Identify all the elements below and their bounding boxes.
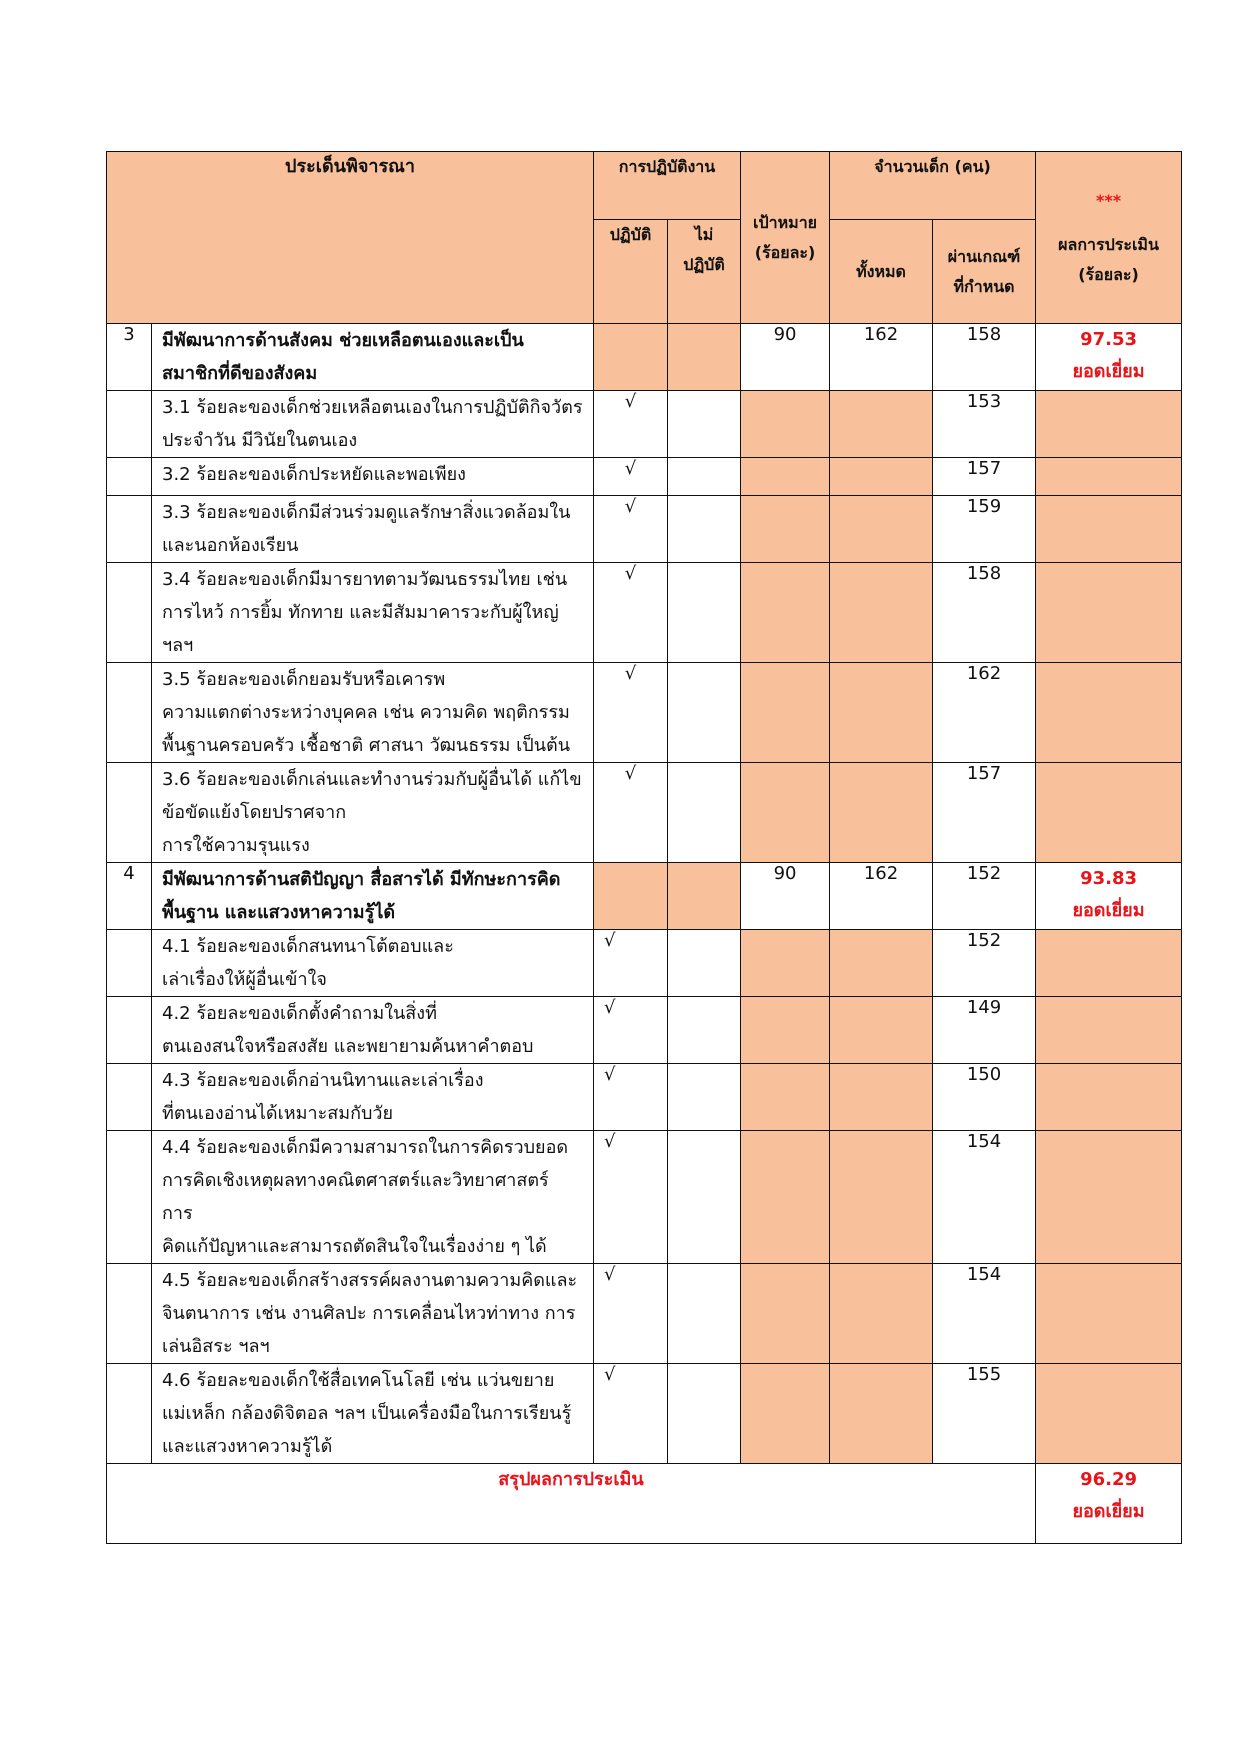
item-row [107,1264,1182,1364]
item-total-cell [830,997,933,1064]
header-result: *** ผลการประเมิน (ร้อยละ) [1036,152,1182,324]
summary-row [107,1464,1182,1544]
section-title: มีพัฒนาการด้านสังคม ช่วยเหลือตนเองและเป็น สมาชิกที่ดีของสังคม [152,324,594,391]
header-children-pass: ผ่านเกณฑ์ ที่กำหนด [933,220,1036,324]
item-text: 4.4 ร้อยละของเด็กมีความสามารถในการคิดรวบยอด การคิดเชิงเหตุผลทางคณิตศาสตร์และวิทยาศาสตร์ การ คิดแก้ปัญหาและสามารถตัดสินใจในเรื่องง่าย ๆ ได้ [152,1131,594,1264]
item-row [107,663,1182,763]
practice-check: √ [594,391,668,458]
item-total-cell [830,1264,933,1364]
item-passed: 162 [933,663,1036,763]
practice-not-done-cell [668,1364,741,1464]
item-result-cell [1036,1064,1182,1131]
item-number-cell [107,391,152,458]
table-body [107,324,1182,1544]
item-target-cell [741,496,830,563]
item-text: 3.4 ร้อยละของเด็กมีมารยาทตามวัฒนธรรมไทย เช่น การไหว้ การยิ้ม ทักทาย และมีสัมมาคารวะกับผู้ใหญ่ ฯลฯ [152,563,594,663]
item-result-cell [1036,763,1182,863]
item-result-cell [1036,1131,1182,1264]
header-target: เป้าหมาย (ร้อยละ) [741,152,830,324]
item-row [107,1364,1182,1464]
item-passed: 152 [933,930,1036,997]
item-result-cell [1036,997,1182,1064]
practice-not-done-cell [668,1064,741,1131]
item-passed: 158 [933,563,1036,663]
item-result-cell [1036,496,1182,563]
practice-check: √ [594,1364,668,1464]
item-result-cell [1036,930,1182,997]
item-number-cell [107,1364,152,1464]
practice-check: √ [594,1264,668,1364]
header-children: จำนวนเด็ก (คน) [830,152,1036,220]
item-result-cell [1036,1364,1182,1464]
item-row [107,1131,1182,1264]
practice-not-done-cell [668,997,741,1064]
item-total-cell [830,458,933,496]
item-result-cell [1036,663,1182,763]
item-target-cell [741,930,830,997]
item-passed: 159 [933,496,1036,563]
item-row [107,458,1182,496]
item-target-cell [741,1264,830,1364]
practice-check: √ [594,930,668,997]
section-number: 4 [107,863,152,930]
item-number-cell [107,1131,152,1264]
item-number-cell [107,997,152,1064]
header-practice: การปฏิบัติงาน [594,152,741,220]
item-total-cell [830,563,933,663]
item-text: 4.6 ร้อยละของเด็กใช้สื่อเทคโนโลยี เช่น แว่นขยาย แม่เหล็ก กล้องดิจิตอล ฯลฯ เป็นเครื่องมือในการเรียนรู้ และแสวงหาความรู้ได้ [152,1364,594,1464]
item-target-cell [741,458,830,496]
item-target-cell [741,1364,830,1464]
practice-not-done-cell [668,1131,741,1264]
practice-not-done-cell [668,324,741,391]
item-target-cell [741,1131,830,1264]
practice-check: √ [594,763,668,863]
item-target-cell [741,1064,830,1131]
item-passed: 154 [933,1131,1036,1264]
item-text: 4.3 ร้อยละของเด็กอ่านนิทานและเล่าเรื่อง ที่ตนเองอ่านได้เหมาะสมกับวัย [152,1064,594,1131]
practice-not-done-cell [668,1264,741,1364]
item-result-cell [1036,1264,1182,1364]
section-result: 93.83 ยอดเยี่ยม [1036,863,1182,930]
practice-check: √ [594,997,668,1064]
item-text: 3.3 ร้อยละของเด็กมีส่วนร่วมดูแลรักษาสิ่งแวดล้อมใน และนอกห้องเรียน [152,496,594,563]
practice-not-done-cell [668,458,741,496]
item-result-cell [1036,458,1182,496]
item-target-cell [741,997,830,1064]
item-row [107,496,1182,563]
item-total-cell [830,1131,933,1264]
result-stars: *** [1095,190,1122,210]
section-row [107,863,1182,930]
item-passed: 154 [933,1264,1036,1364]
item-passed: 149 [933,997,1036,1064]
item-row [107,997,1182,1064]
practice-check: √ [594,458,668,496]
evaluation-table [106,151,1182,1544]
section-passed: 152 [933,863,1036,930]
section-row [107,324,1182,391]
item-total-cell [830,663,933,763]
header-children-total: ทั้งหมด [830,220,933,324]
item-number-cell [107,1264,152,1364]
practice-not-done-cell [668,496,741,563]
item-text: 3.2 ร้อยละของเด็กประหยัดและพอเพียง [152,458,594,496]
practice-check: √ [594,563,668,663]
item-text: 3.5 ร้อยละของเด็กยอมรับหรือเคารพ ความแตกต่างระหว่างบุคคล เช่น ความคิด พฤติกรรม พื้นฐานครอบครัว เชื้อชาติ ศาสนา วัฒนธรรม เป็นต้น [152,663,594,763]
item-target-cell [741,391,830,458]
section-total: 162 [830,324,933,391]
item-row [107,763,1182,863]
item-number-cell [107,663,152,763]
practice-not-done-cell [668,863,741,930]
item-total-cell [830,930,933,997]
item-number-cell [107,458,152,496]
section-target: 90 [741,863,830,930]
item-text: 3.6 ร้อยละของเด็กเล่นและทำงานร่วมกับผู้อื่นได้ แก้ไข ข้อขัดแย้งโดยปราศจาก การใช้ความรุนแรง [152,763,594,863]
item-result-cell [1036,391,1182,458]
practice-done-cell [594,324,668,391]
item-total-cell [830,763,933,863]
item-row [107,1064,1182,1131]
item-row [107,930,1182,997]
summary-label: สรุปผลการประเมิน [107,1464,1036,1544]
practice-not-done-cell [668,663,741,763]
section-title: มีพัฒนาการด้านสติปัญญา สื่อสารได้ มีทักษะการคิด พื้นฐาน และแสวงหาความรู้ได้ [152,863,594,930]
practice-check: √ [594,1131,668,1264]
practice-not-done-cell [668,563,741,663]
item-row [107,563,1182,663]
item-target-cell [741,663,830,763]
practice-check: √ [594,1064,668,1131]
item-total-cell [830,391,933,458]
header-topic: ประเด็นพิจารณา [107,152,594,324]
section-target: 90 [741,324,830,391]
section-result: 97.53 ยอดเยี่ยม [1036,324,1182,391]
item-row [107,391,1182,458]
item-passed: 157 [933,763,1036,863]
summary-result: 96.29 ยอดเยี่ยม [1036,1464,1182,1544]
item-passed: 157 [933,458,1036,496]
section-passed: 158 [933,324,1036,391]
section-number: 3 [107,324,152,391]
item-total-cell [830,1364,933,1464]
item-number-cell [107,1064,152,1131]
practice-not-done-cell [668,930,741,997]
item-passed: 150 [933,1064,1036,1131]
practice-not-done-cell [668,391,741,458]
item-target-cell [741,563,830,663]
item-text: 4.1 ร้อยละของเด็กสนทนาโต้ตอบและ เล่าเรื่องให้ผู้อื่นเข้าใจ [152,930,594,997]
header-practice-done: ปฏิบัติ [594,220,668,324]
practice-not-done-cell [668,763,741,863]
item-number-cell [107,763,152,863]
item-text: 3.1 ร้อยละของเด็กช่วยเหลือตนเองในการปฏิบัติกิจวัตร ประจำวัน มีวินัยในตนเอง [152,391,594,458]
item-text: 4.5 ร้อยละของเด็กสร้างสรรค์ผลงานตามความคิดและ จินตนาการ เช่น งานศิลปะ การเคลื่อนไหวท่าทาง การ เล่นอิสระ ฯลฯ [152,1264,594,1364]
practice-check: √ [594,496,668,563]
item-number-cell [107,930,152,997]
item-number-cell [107,563,152,663]
item-text: 4.2 ร้อยละของเด็กตั้งคำถามในสิ่งที่ ตนเองสนใจหรือสงสัย และพยายามค้นหาคำตอบ [152,997,594,1064]
item-result-cell [1036,563,1182,663]
item-number-cell [107,496,152,563]
item-total-cell [830,496,933,563]
item-passed: 153 [933,391,1036,458]
item-target-cell [741,763,830,863]
item-passed: 155 [933,1364,1036,1464]
practice-done-cell [594,863,668,930]
item-total-cell [830,1064,933,1131]
section-total: 162 [830,863,933,930]
header-practice-not-done: ไม่ ปฏิบัติ [668,220,741,324]
practice-check: √ [594,663,668,763]
